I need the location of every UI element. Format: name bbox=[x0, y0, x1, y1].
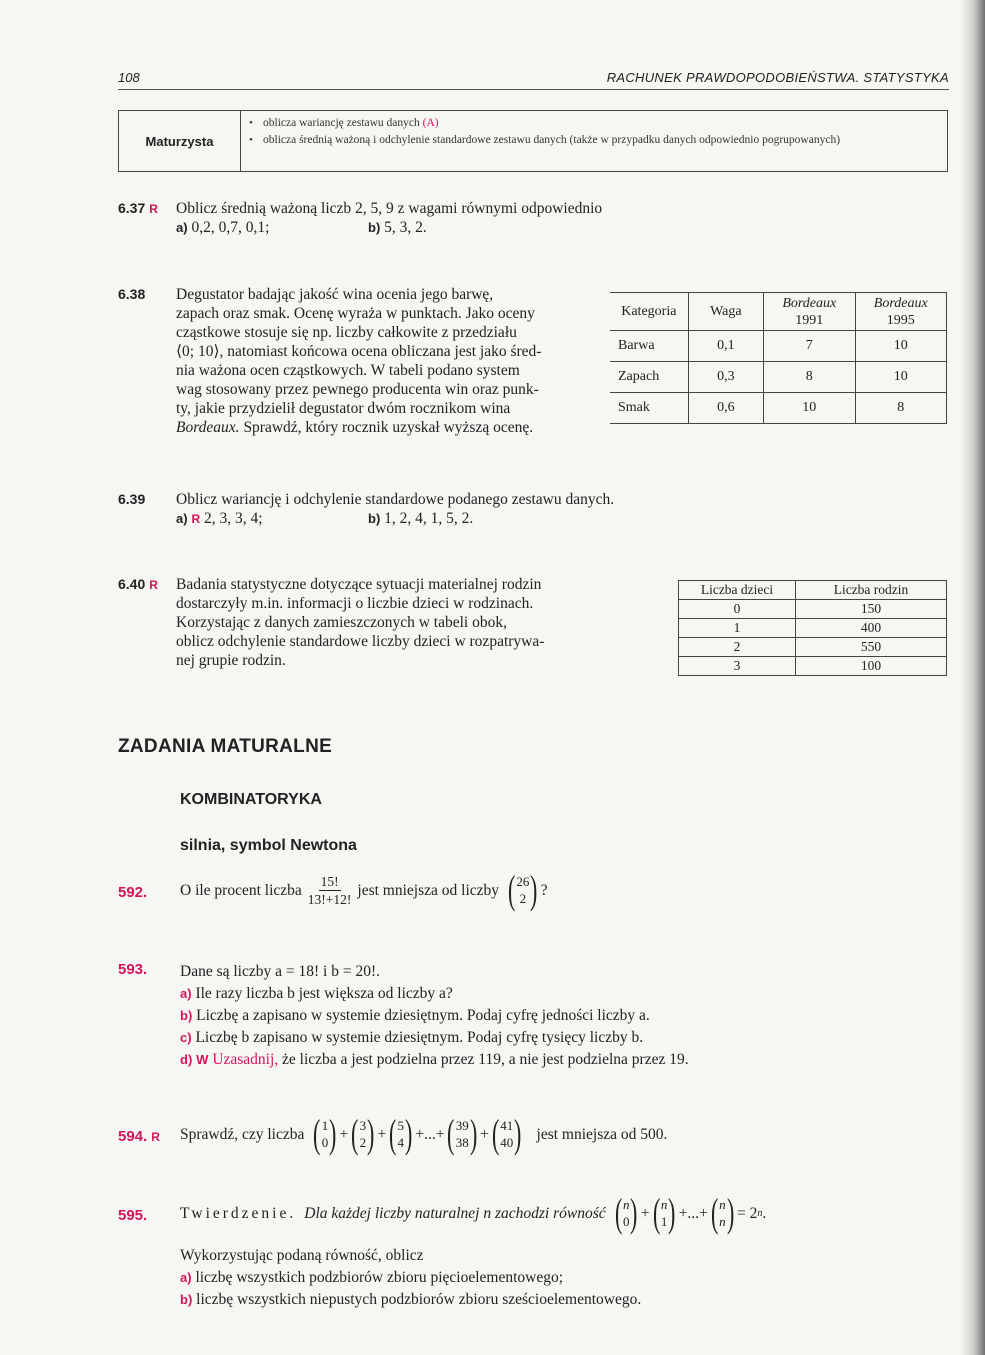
table-header: Bordeaux 1991 bbox=[764, 293, 855, 331]
header-rule bbox=[118, 89, 949, 90]
table-header: Waga bbox=[688, 293, 763, 331]
children-table bbox=[678, 580, 947, 676]
answer-a: a) R 2, 3, 3, 4; bbox=[176, 510, 263, 527]
binomial: ( 26 2 ) bbox=[508, 867, 538, 912]
problem-number: 593. bbox=[118, 961, 148, 978]
answer-b: b) 5, 3, 2. bbox=[368, 219, 427, 236]
binomial: ( 39 38 ) bbox=[447, 1111, 478, 1156]
answer-b: b) 1, 2, 4, 1, 5, 2. bbox=[368, 510, 474, 527]
table-row: 1 400 bbox=[679, 619, 947, 638]
binomial: ( 1 0 ) bbox=[313, 1111, 337, 1156]
exercise-number: 6.37 bbox=[118, 200, 146, 216]
wine-table bbox=[610, 292, 947, 424]
table-header: Liczba dzieci bbox=[679, 581, 796, 600]
binomial: ( n n ) bbox=[710, 1190, 734, 1235]
table-row: 2 550 bbox=[679, 638, 947, 657]
page-edge-shadow bbox=[961, 0, 985, 1355]
exercise-text: Oblicz średnią ważoną liczb 2, 5, 9 z wagami równymi odpowiednio bbox=[176, 200, 603, 217]
level-marker: R bbox=[149, 202, 158, 216]
section-title: ZADANIA MATURALNE bbox=[118, 736, 333, 757]
level-tag: (A) bbox=[422, 117, 439, 129]
problem-594: Sprawdź, czy liczba ( 1 0 ) + ( 3 2 ) + ( 5 4 ) +...+ ( 39 38 ) + ( 41 40 ) jest mniejsza od 500. bbox=[180, 1111, 668, 1156]
exercise-6-40-text: Badania statystyczne dotyczące sytuacji materialnej rodzin dostarczyły m.in. informacji o liczbie dzieci w rodzinach. Korzystając z danych zamieszczonych w tabeli obok, oblicz odchylenie standardowe liczby dzieci w rozpatrywa- nej grupie rodzin. bbox=[176, 576, 545, 669]
requirements-box bbox=[118, 110, 948, 172]
exercise-text: Oblicz wariancję i odchylenie standardowe podanego zestawu danych. bbox=[176, 491, 615, 508]
exercise-6-37 bbox=[118, 200, 158, 218]
table-row: 0 150 bbox=[679, 600, 947, 619]
exercise-6-38-text: Degustator badając jakość wina ocenia jego barwę, zapach oraz smak. Ocenę wyraża w punktach. Jako oceny cząstkowe stosuje się np. liczby całkowite z przedziału ⟨0; 10⟩, natomiast końcowa ocena obliczana jest jako śred- nia ważona ocen cząstkowych. W tabeli podano system wag stosowany przez pewnego producenta win oraz punk- ty, jakie przydzielił degustator dwóm rocznikom wina Bordeaux. Sprawdź, który rocznik uzyskał wyższą ocenę. bbox=[176, 286, 542, 436]
exercise-number: 6.38 bbox=[118, 286, 146, 302]
binomial: ( 5 4 ) bbox=[389, 1111, 413, 1156]
section-subtitle: KOMBINATORYKA bbox=[180, 791, 322, 808]
binomial: ( n 0 ) bbox=[614, 1190, 638, 1235]
binomial: ( n 1 ) bbox=[652, 1190, 676, 1235]
problem-595-statement: Twierdzenie. Dla każdej liczby naturalnej n zachodzi równość ( n 0 ) + ( n 1 ) +...+ ( n n ) = 2 n . bbox=[180, 1190, 767, 1235]
problem-595-tasks: Wykorzystując podaną równość, oblicz a) liczbę wszystkich podzbiorów zbioru pięcioelementowego; b) liczbę wszystkich niepustych podzbiorów zbioru sześcioelementowego. bbox=[180, 1247, 642, 1308]
table-row: Smak 0,6 10 8 bbox=[610, 393, 947, 424]
page-number: 108 bbox=[118, 70, 140, 85]
binomial: ( 41 40 ) bbox=[491, 1111, 522, 1156]
table-header: Bordeaux 1995 bbox=[855, 293, 946, 331]
fraction: $\frac{15!}{13!+12!}$ bbox=[307, 873, 352, 907]
exercise-6-40 bbox=[118, 576, 158, 594]
answer-a: a) 0,2, 0,7, 0,1; bbox=[176, 219, 270, 236]
table-row: Barwa 0,1 7 10 bbox=[610, 331, 947, 362]
table-row: 3 100 bbox=[679, 657, 947, 676]
chapter-title: RACHUNEK PRAWDOPODOBIEŃSTWA. STATYSTYKA bbox=[606, 70, 949, 85]
requirement-item: • oblicza wariancję zestawu danych (A) bbox=[249, 115, 939, 132]
binomial: ( 3 2 ) bbox=[351, 1111, 375, 1156]
problem-593: Dane są liczby a = 18! i b = 20!. a) Ile razy liczba b jest większa od liczby a? b) Liczbę a zapisano w systemie dziesiętnym. Podaj cyfrę jedności liczby a. c) Liczbę b zapisano w systemie dziesiętnym. Podaj cyfrę tysięcy liczby b. d) W Uzasadnij, że liczba a jest podzielna przez 119, a nie jest podzielna przez 19. bbox=[180, 963, 689, 1068]
problem-592: O ile procent liczba $\frac{15!}{13!+12!}$ jest mniejsza od liczby ( 26 2 ) ? bbox=[180, 867, 548, 912]
problem-number: 592. bbox=[118, 884, 148, 901]
exercise-number: 6.39 bbox=[118, 491, 146, 507]
requirement-item: • oblicza średnią ważoną i odchylenie standardowe zestawu danych (także w przypadku danych odpowiednio pogrupowanych) bbox=[249, 132, 939, 149]
requirements-label: Maturzysta bbox=[119, 111, 241, 171]
requirements-list bbox=[249, 115, 939, 149]
level-marker: R bbox=[149, 578, 158, 592]
table-row: Zapach 0,3 8 10 bbox=[610, 362, 947, 393]
exercise-number: 6.40 bbox=[118, 576, 146, 592]
table-header: Liczba rodzin bbox=[796, 581, 947, 600]
topic-title: silnia, symbol Newtona bbox=[180, 837, 357, 854]
table-header: Kategoria bbox=[610, 293, 688, 331]
problem-594-number: 594. R bbox=[118, 1128, 160, 1145]
problem-number: 595. bbox=[118, 1207, 148, 1224]
